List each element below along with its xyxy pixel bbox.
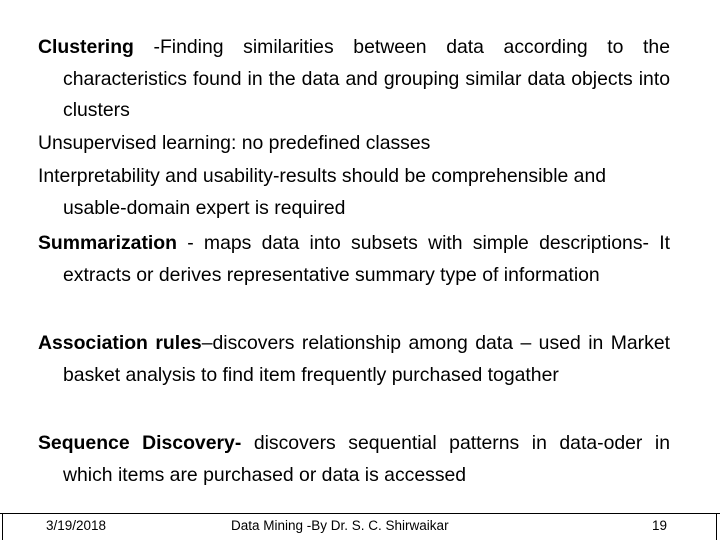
term-clustering: Clustering: [38, 36, 134, 58]
footer-divider: [0, 513, 720, 514]
paragraph-summarization: [38, 228, 670, 291]
term-association-rules: Association rules: [38, 332, 202, 354]
paragraph-clustering: [38, 32, 670, 127]
slide-footer: [0, 510, 720, 540]
clustering-description: -Finding similarities between data according to the characteristics found in the data and grouping similar data objects into clusters: [63, 36, 670, 121]
paragraph-unsupervised-learning: [38, 128, 670, 160]
paragraph-sequence-discovery: [38, 428, 670, 491]
paragraph-association-rules: [38, 328, 670, 391]
footer-title: Data Mining -By Dr. S. C. Shirwaikar: [231, 518, 449, 533]
paragraph-interpretability: [38, 161, 670, 224]
association-rules-description: –discovers relationship among data – used in Market basket analysis to find item frequently purchased togather: [63, 332, 671, 386]
footer-page-number: 19: [652, 518, 668, 533]
interpretability-text: Interpretability and usability-results should be comprehensible and usable-domain expert is required: [38, 165, 607, 219]
footer-date: 3/19/2018: [46, 518, 107, 533]
footer-left-border: [2, 513, 3, 540]
term-sequence-discovery: Sequence Discovery-: [38, 432, 242, 454]
sequence-discovery-description: discovers sequential patterns in data-oder in which items are purchased or data is accessed: [63, 432, 670, 486]
summarization-description: - maps data into subsets with simple descriptions- It extracts or derives representative summary type of information: [63, 232, 670, 286]
footer-right-border: [716, 513, 717, 540]
term-summarization: Summarization: [38, 232, 177, 254]
unsupervised-learning-text: Unsupervised learning: no predefined classes: [38, 132, 431, 154]
